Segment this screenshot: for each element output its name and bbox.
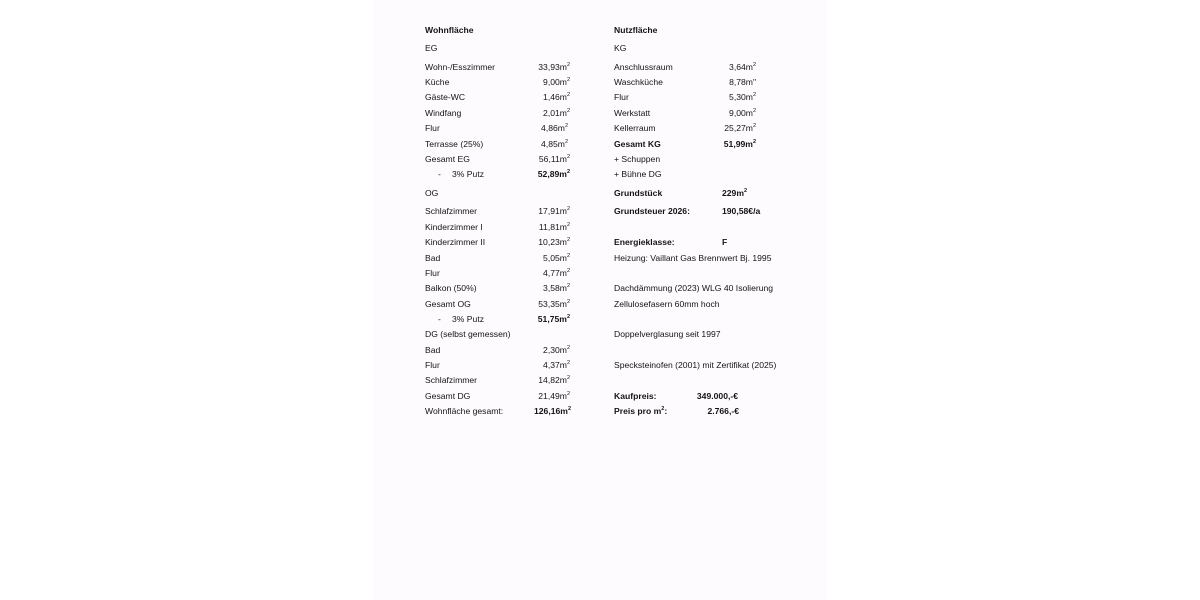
row-value: $14,82m^2$ xyxy=(538,375,570,385)
grundstueck-label: Grundstück xyxy=(614,188,663,198)
row-label: Balkon (50%) xyxy=(425,283,477,293)
kaufpreis-label: Kaufpreis: xyxy=(614,391,657,401)
row-label: Küche xyxy=(425,77,450,87)
row-label: Flur xyxy=(425,360,440,370)
row-label: Gesamt DG xyxy=(425,391,471,401)
section-title-dg: DG (selbst gemessen) xyxy=(425,329,511,339)
grundsteuer-label: Grundsteuer 2026: xyxy=(614,206,690,216)
note-zellulose: Zellulosefasern 60mm hoch xyxy=(614,299,720,309)
row-value: $9,00m^2$ xyxy=(543,77,570,87)
row-label: Bad xyxy=(425,253,441,263)
row-label: Kinderzimmer I xyxy=(425,222,483,232)
row-value: $4,77m^2$ xyxy=(543,268,570,278)
row-value: $4,85m^2$ xyxy=(541,139,568,149)
extra-item: + Schuppen xyxy=(614,154,661,164)
row-label: Anschlussraum xyxy=(614,62,673,72)
putz-dash: - xyxy=(438,169,441,179)
putz-value: $51,75m^2$ xyxy=(537,314,570,324)
row-label: Gesamt OG xyxy=(425,299,471,309)
section-title-kg: KG xyxy=(614,43,627,53)
putz-value: $52,89m^2$ xyxy=(537,169,570,179)
putz-label: 3% Putz xyxy=(452,314,485,324)
row-label: Kinderzimmer II xyxy=(425,237,486,247)
section-title-eg: EG xyxy=(425,43,438,53)
row-value: $33,93m^2$ xyxy=(538,62,570,72)
row-value: 8,78m" xyxy=(729,77,756,87)
row-value: $53,35m^2$ xyxy=(538,299,570,309)
row-value: $5,30m^2$ xyxy=(729,92,756,102)
row-label: Bad xyxy=(425,345,441,355)
putz-label: 3% Putz xyxy=(452,169,485,179)
grundstueck-value: $229m^2$ xyxy=(722,188,748,198)
kaufpreis-value: 349.000,-€ xyxy=(696,391,738,401)
nutzflaeche-heading: Nutzfläche xyxy=(614,25,658,35)
document-page xyxy=(373,0,827,600)
total-label: Wohnfläche gesamt: xyxy=(425,406,504,416)
row-label: Werkstatt xyxy=(614,108,651,118)
row-value: $11,81m^2$ xyxy=(538,222,570,232)
row-label: Flur xyxy=(425,268,440,278)
note-verglasung: Doppelverglasung seit 1997 xyxy=(614,329,721,339)
row-value: $5,05m^2$ xyxy=(543,253,570,263)
row-value: $9,00m^2$ xyxy=(729,108,756,118)
row-value: $3,58m^2$ xyxy=(543,283,570,293)
row-value: $17,91m^2$ xyxy=(538,206,570,216)
total-value: $126,16m^2$ xyxy=(534,406,571,416)
note-heizung: Heizung: Vaillant Gas Brennwert Bj. 1995 xyxy=(614,253,772,263)
row-value: $21,49m^2$ xyxy=(538,391,570,401)
row-label: Schlafzimmer xyxy=(425,375,478,385)
row-label: Flur xyxy=(425,123,440,133)
extra-item: + Bühne DG xyxy=(614,169,662,179)
preis-pro-m2-value: 2.766,-€ xyxy=(707,406,739,416)
row-value: $56,11m^2$ xyxy=(538,154,570,164)
row-value: $2,30m^2$ xyxy=(543,345,570,355)
putz-dash: - xyxy=(438,314,441,324)
row-label: Schlafzimmer xyxy=(425,206,478,216)
energieklasse-label: Energieklasse: xyxy=(614,237,675,247)
row-label: Gesamt EG xyxy=(425,154,470,164)
kg-total-value: $51,99m^2$ xyxy=(723,139,756,149)
note-daemmung: Dachdämmung (2023) WLG 40 Isolierung xyxy=(614,283,774,293)
kg-total-label: Gesamt KG xyxy=(614,139,661,149)
row-label: Waschküche xyxy=(614,77,663,87)
row-value: $4,37m^2$ xyxy=(543,360,570,370)
row-value: $4,86m^2$ xyxy=(541,123,568,133)
row-label: Gäste-WC xyxy=(425,92,466,102)
row-value: $10,23m^2$ xyxy=(538,237,570,247)
note-ofen: Specksteinofen (2001) mit Zertifikat (2025) xyxy=(614,360,777,370)
row-value: $2,01m^2$ xyxy=(543,108,570,118)
preis-pro-m2-label: Preis pro $m^2$: xyxy=(614,406,668,416)
row-value: $3,64m^2$ xyxy=(729,62,756,72)
row-label: Wohn-/Esszimmer xyxy=(425,62,496,72)
energieklasse-value: F xyxy=(722,237,728,247)
row-label: Kellerraum xyxy=(614,123,656,133)
grundsteuer-value: 190,58€/a xyxy=(722,206,761,216)
row-label: Terrasse (25%) xyxy=(425,139,484,149)
wohnflaeche-heading: Wohnfläche xyxy=(425,25,474,35)
section-title-og: OG xyxy=(425,188,439,198)
row-value: $25,27m^2$ xyxy=(724,123,756,133)
row-label: Flur xyxy=(614,92,629,102)
row-label: Windfang xyxy=(425,108,462,118)
row-value: $1,46m^2$ xyxy=(543,92,570,102)
